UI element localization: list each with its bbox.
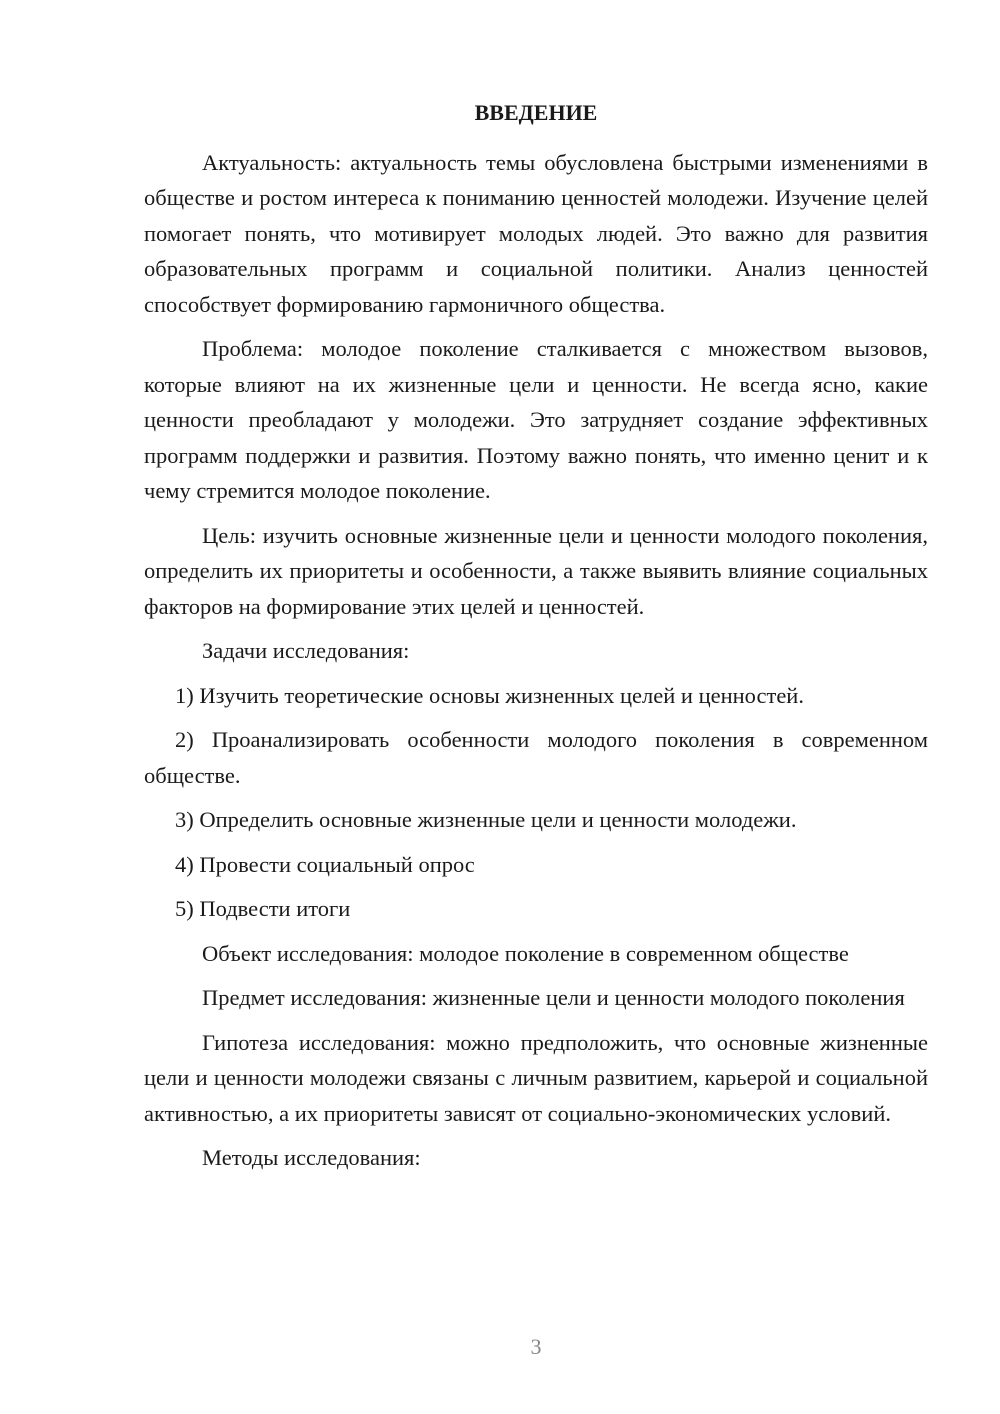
research-methods: Методы исследования: [202, 1145, 421, 1170]
page-content [144, 95, 928, 1185]
section-heading: ВВЕДЕНИЕ [474, 100, 598, 125]
problem-paragraph: Проблема: молодое поколение сталкивается с множеством вызовов, которые влияют на их жизненные цели и ценности. Не всегда ясно, какие ценности преобладают у молодежи. Это затрудняет создание эффективных программ поддержки и развития. Поэтому важно понять, что именно ценит и к чему стремится молодое поколение. [144, 336, 928, 503]
page-number: 3 [530, 1334, 542, 1359]
goal-paragraph: Цель: изучить основные жизненные цели и ценности молодого поколения, определить их приоритеты и особенности, а также выявить влияние социальных факторов на формирование этих целей и ценностей. [144, 522, 928, 619]
tasks-heading: Задачи исследования: [202, 638, 410, 663]
research-hypothesis: Гипотеза исследования: можно предположить, что основные жизненные цели и ценности молодежи связаны с личным развитием, карьерой и социальной активностью, а их приоритеты зависят от социально-экономических условий. [144, 1029, 928, 1126]
task-item-4: 4) Провести социальный опрос [175, 851, 475, 877]
research-object: Объект исследования: молодое поколение в современном обществе [202, 940, 849, 966]
relevance-paragraph: Актуальность: актуальность темы обусловлена быстрыми изменениями в обществе и ростом интереса к пониманию ценностей молодежи. Изучение целей помогает понять, что мотивирует молодых людей. Это важно для развития образовательных программ и социальной политики. Анализ ценностей способствует формированию гармоничного общества. [144, 149, 928, 317]
task-item-1: 1) Изучить теоретические основы жизненных целей и ценностей. [175, 682, 804, 708]
task-item-3: 3) Определить основные жизненные цели и ценности молодежи. [175, 807, 797, 832]
task-item-2: 2) Проанализировать особенности молодого поколения в современном обществе. [144, 727, 928, 788]
task-item-5: 5) Подвести итоги [175, 896, 351, 921]
research-subject: Предмет исследования: жизненные цели и ценности молодого поколения [202, 985, 905, 1010]
